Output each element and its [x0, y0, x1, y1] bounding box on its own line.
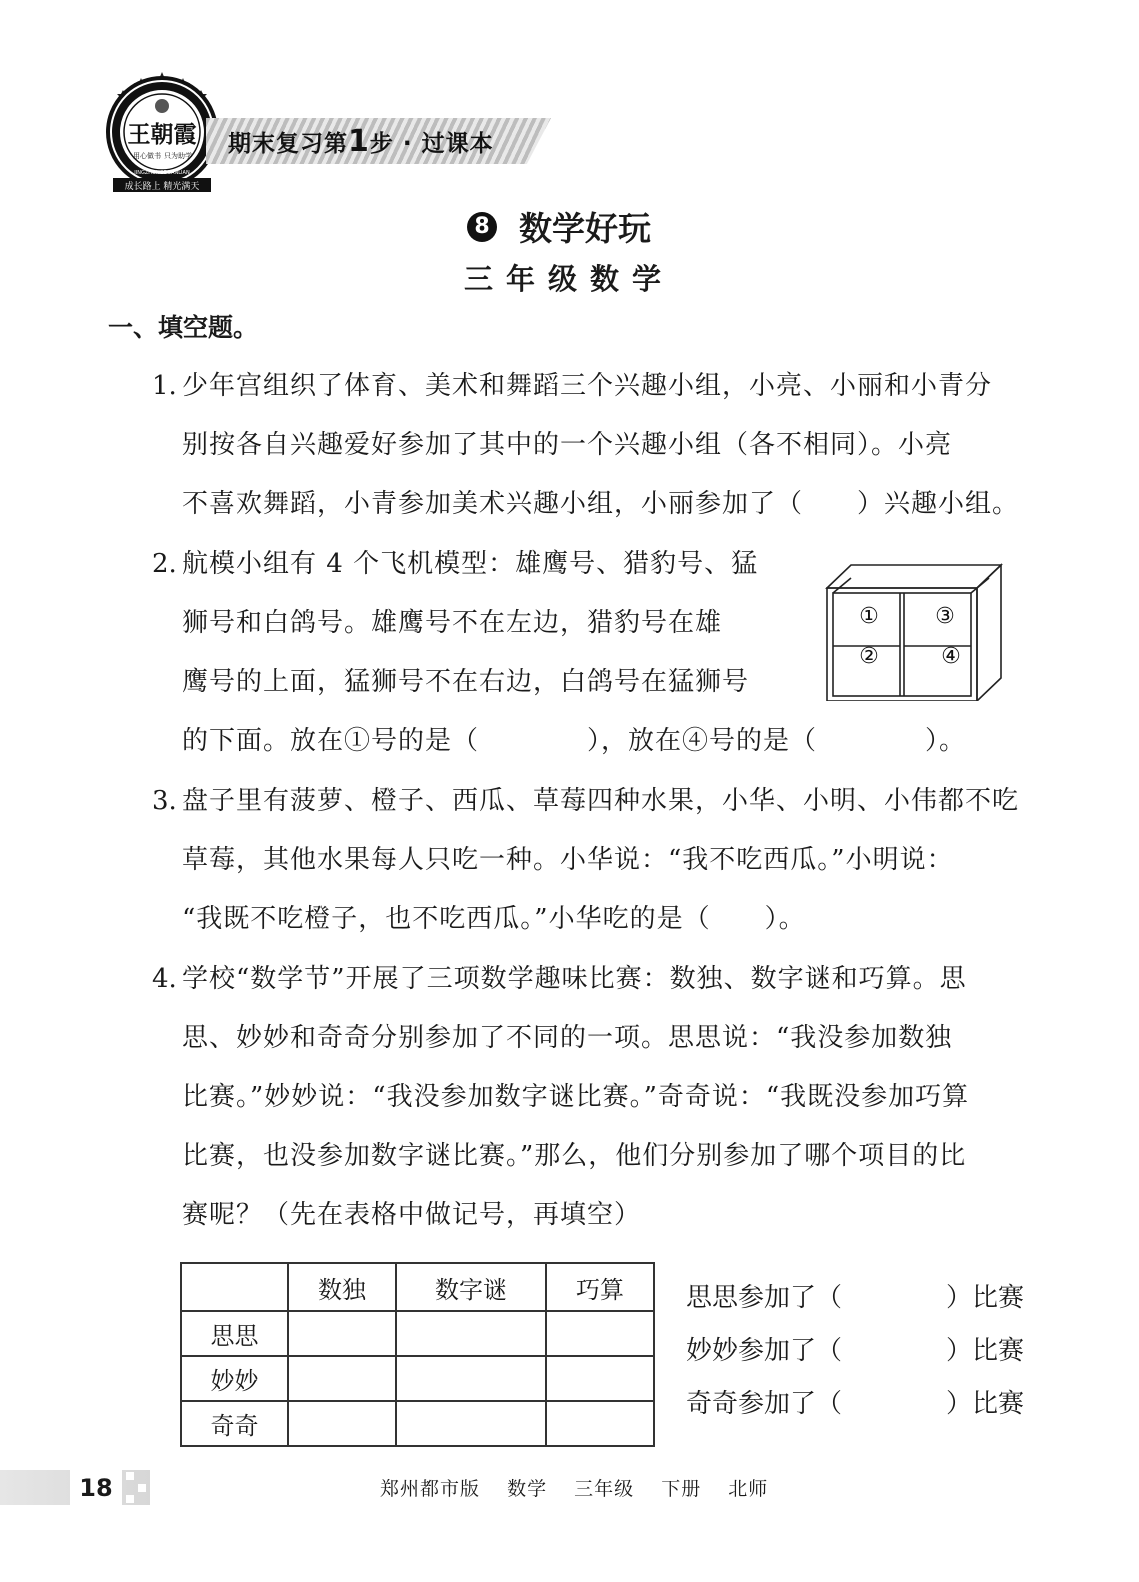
- table-mark-cell[interactable]: [396, 1311, 546, 1356]
- section-title: 一、填空题。: [108, 313, 259, 342]
- logo-tagline-left: 用心做书: [133, 152, 161, 160]
- subject-title: 三年级数学: [464, 262, 675, 296]
- q1-line-1: 少年宫组织了体育、美术和舞蹈三个兴趣小组，小亮、小丽和小青分: [182, 371, 993, 401]
- q2-number: 2.: [152, 549, 177, 579]
- chapter-number-badge: 8: [467, 212, 497, 242]
- answer-qiqi: 奇奇参加了（ ）比赛: [686, 1389, 1025, 1419]
- brand-logo: [103, 70, 221, 196]
- shelf-slot-3: ③: [935, 604, 955, 629]
- logo-brand-text: 王朝霞: [127, 121, 197, 148]
- shelf-slot-4: ④: [941, 644, 961, 669]
- table-mark-cell[interactable]: [396, 1401, 546, 1446]
- q3-line-2: 草莓，其他水果每人只吃一种。小华说：“我不吃西瓜。”小明说：: [182, 845, 954, 875]
- footer-publisher: 北师: [728, 1478, 769, 1500]
- header-step: 1: [348, 124, 370, 159]
- table-corner-cell: [181, 1263, 288, 1311]
- footer-grade: 三年级: [574, 1478, 635, 1500]
- q1-line-2: 别按各自兴趣爱好参加了其中的一个兴趣小组（各不相同）。小亮: [182, 430, 953, 460]
- table-header-cell: 巧算: [546, 1263, 654, 1311]
- footer-info: [380, 1474, 788, 1501]
- table-mark-cell[interactable]: [288, 1401, 396, 1446]
- q4-line-5: 赛呢？（先在表格中做记号，再填空）: [182, 1200, 642, 1230]
- q2-line-4: 的下面。放在①号的是（ ），放在④号的是（ ）。: [182, 726, 967, 756]
- q2-line-3: 鹰号的上面，猛狮号不在右边，白鸽号在猛狮号: [182, 667, 750, 697]
- footer-subject: 数学: [507, 1478, 548, 1500]
- q2-line-2: 狮号和白鸽号。雄鹰号不在左边，猎豹号在雄: [182, 608, 723, 638]
- shelf-slot-1: ①: [859, 604, 879, 629]
- table-mark-cell[interactable]: [546, 1401, 654, 1446]
- q4-line-2: 思、妙妙和奇奇分别参加了不同的一项。思思说：“我没参加数独: [182, 1023, 953, 1053]
- logo-tagline-right: 只为助学: [164, 152, 192, 160]
- q3-number: 3.: [152, 786, 177, 816]
- header-suffix: 步 · 过课本: [369, 131, 494, 157]
- chapter-title-text: 数学好玩: [519, 209, 651, 248]
- table-row-label: 奇奇: [181, 1401, 288, 1446]
- table-row: [181, 1356, 654, 1401]
- q3-line-3: “我既不吃橙子，也不吃西瓜。”小华吃的是（ ）。: [182, 904, 806, 934]
- table-mark-cell[interactable]: [396, 1356, 546, 1401]
- table-header-row: [181, 1263, 654, 1311]
- footer-volume: 下册: [661, 1478, 702, 1500]
- table-row: [181, 1311, 654, 1356]
- page-number-decoration: [124, 1470, 150, 1505]
- page-number: 18: [70, 1470, 122, 1505]
- shelf-slot-2: ②: [859, 644, 879, 669]
- chapter-title: [467, 203, 651, 250]
- q1-number: 1.: [152, 371, 177, 401]
- table-row-label: 妙妙: [181, 1356, 288, 1401]
- q2-line-1: 航模小组有 4 个飞机模型：雄鹰号、猎豹号、猛: [182, 549, 759, 579]
- table-row: [181, 1401, 654, 1446]
- table-header-cell: 数字谜: [396, 1263, 546, 1311]
- table-mark-cell[interactable]: [546, 1356, 654, 1401]
- answer-sisi: 思思参加了（ ）比赛: [686, 1283, 1025, 1313]
- footer-edition: 郑州都市版: [380, 1478, 481, 1500]
- q4-line-4: 比赛，也没参加数字谜比赛。”那么，他们分别参加了哪个项目的比: [182, 1141, 967, 1171]
- q3-line-1: 盘子里有菠萝、橙子、西瓜、草莓四种水果，小华、小明、小伟都不吃: [182, 786, 1020, 816]
- table-mark-cell[interactable]: [288, 1356, 396, 1401]
- logic-table: [180, 1262, 655, 1447]
- table-header-cell: 数独: [288, 1263, 396, 1311]
- logo-ring-text: JINGZHONGDUANLIAN: [134, 170, 190, 176]
- q4-line-1: 学校“数学节”开展了三项数学趣味比赛：数独、数字谜和巧算。思: [182, 964, 967, 994]
- table-mark-cell[interactable]: [546, 1311, 654, 1356]
- q4-number: 4.: [152, 964, 177, 994]
- answer-miaomiao: 妙妙参加了（ ）比赛: [686, 1336, 1025, 1366]
- table-mark-cell[interactable]: [288, 1311, 396, 1356]
- q4-line-3: 比赛。”妙妙说：“我没参加数字谜比赛。”奇奇说：“我既没参加巧算: [182, 1082, 970, 1112]
- table-row-label: 思思: [181, 1311, 288, 1356]
- model-shelf-diagram: [823, 561, 1003, 701]
- q1-line-3: 不喜欢舞蹈，小青参加美术兴趣小组，小丽参加了（ ）兴趣小组。: [182, 489, 1020, 519]
- header-title: [228, 124, 494, 159]
- logo-ribbon-text: 成长路上 精光满天: [124, 182, 200, 192]
- header-prefix: 期末复习第: [228, 131, 348, 157]
